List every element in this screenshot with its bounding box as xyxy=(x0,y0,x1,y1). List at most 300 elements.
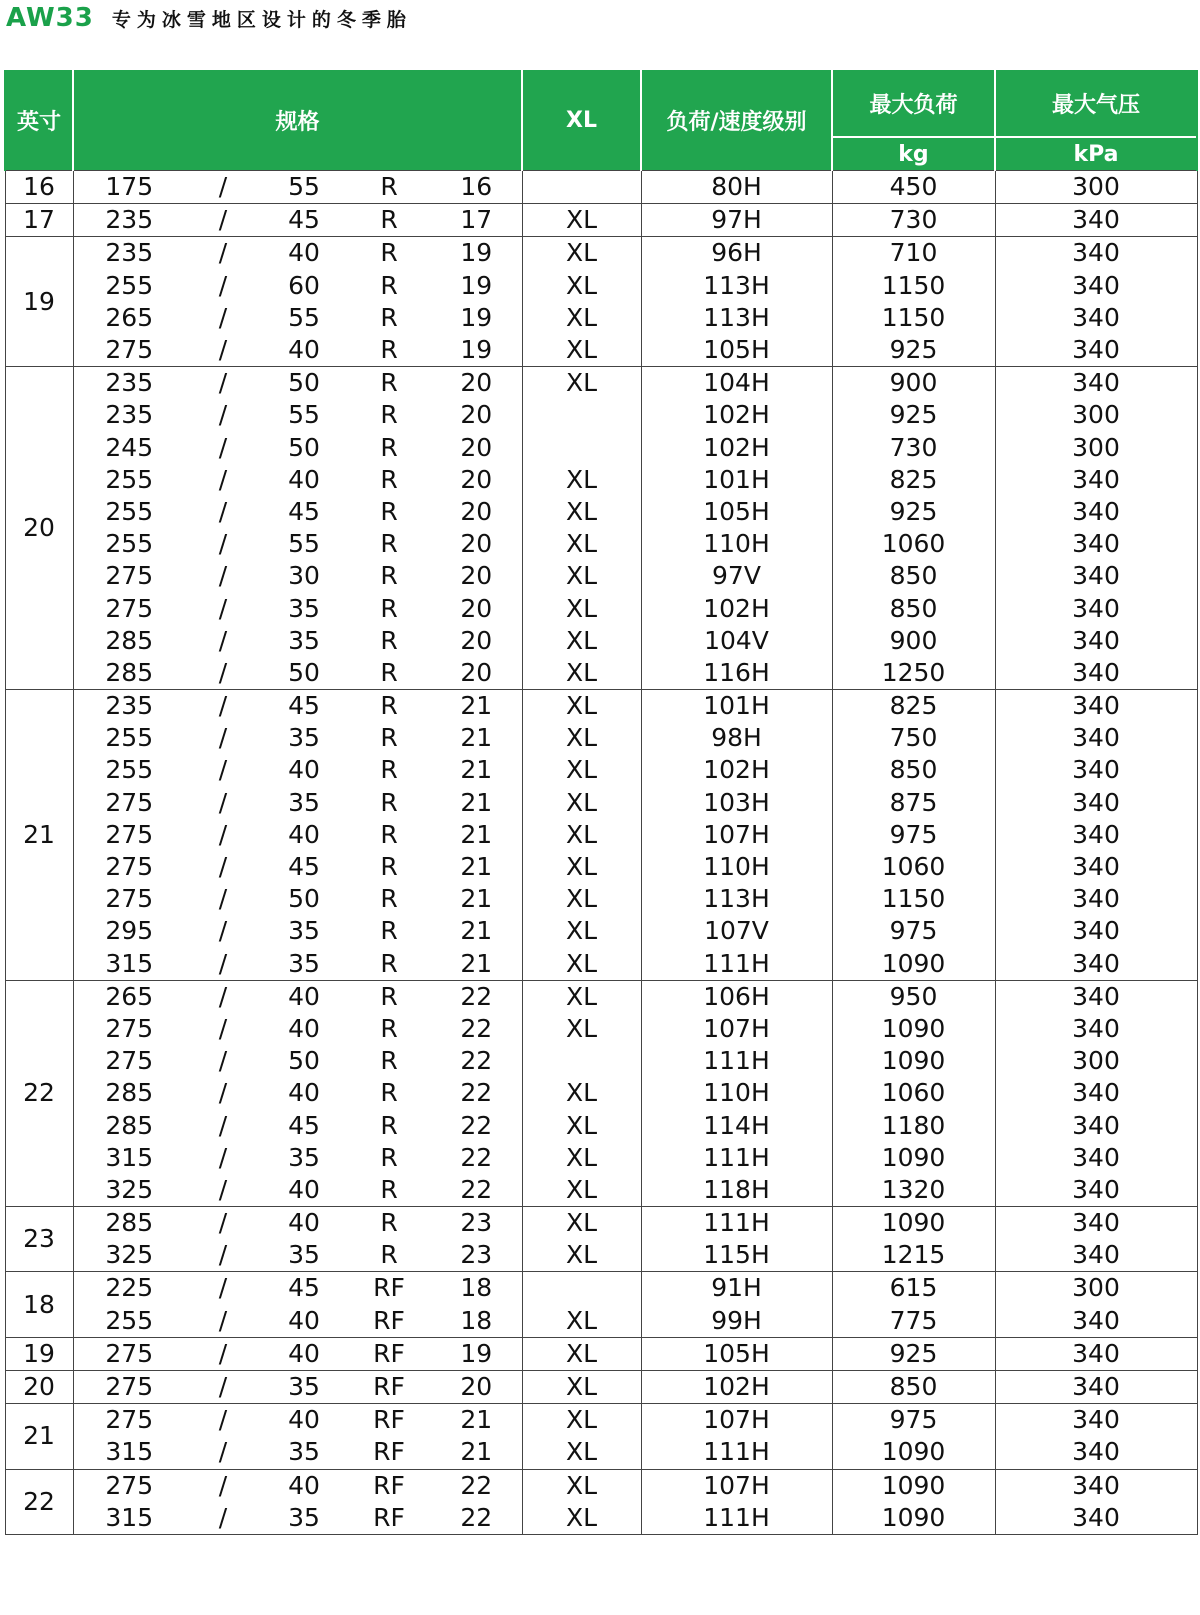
cell-separator: / xyxy=(218,1046,228,1076)
cell-load-speed: 110H xyxy=(641,528,832,560)
cell-max-pressure: 340 xyxy=(995,883,1197,915)
cell-aspect-ratio: 45 xyxy=(261,1272,347,1305)
cell-xl xyxy=(522,1045,641,1077)
cell-width: 275 xyxy=(73,1469,185,1502)
cell-max-pressure: 340 xyxy=(995,948,1197,981)
cell-rim-diameter: 21 xyxy=(431,1436,522,1469)
cell-separator: / xyxy=(218,496,228,526)
cell-width: 275 xyxy=(73,592,185,624)
cell-max-load: 1090 xyxy=(832,1045,995,1077)
cell-rim-diameter: 16 xyxy=(431,171,522,204)
cell-width: 255 xyxy=(73,1305,185,1338)
table-row xyxy=(5,1337,1197,1370)
cell-rim-diameter: 21 xyxy=(431,787,522,819)
cell-max-pressure: 340 xyxy=(995,690,1197,723)
cell-max-pressure: 340 xyxy=(995,980,1197,1013)
cell-max-pressure: 340 xyxy=(995,1142,1197,1174)
cell-max-load: 775 xyxy=(832,1305,995,1338)
cell-separator: / xyxy=(218,529,228,559)
cell-xl: XL xyxy=(522,464,641,496)
cell-xl: XL xyxy=(522,1013,641,1045)
cell-construction: R xyxy=(380,270,398,300)
cell-load-speed: 105H xyxy=(641,1337,832,1370)
table-row xyxy=(5,1239,1197,1272)
cell-rim-size: 20 xyxy=(5,1370,73,1403)
cell-load-speed: 102H xyxy=(641,432,832,464)
cell-aspect-ratio: 40 xyxy=(288,1013,320,1043)
cell-construction: R xyxy=(380,464,398,494)
cell-xl: XL xyxy=(522,883,641,915)
cell-max-pressure: 340 xyxy=(995,1174,1197,1207)
cell-separator: / xyxy=(218,1013,228,1043)
cell-rim-diameter: 22 xyxy=(431,1142,522,1174)
cell-xl: XL xyxy=(522,1469,641,1502)
cell-aspect-ratio: 50 xyxy=(288,884,320,914)
table-row xyxy=(5,1305,1197,1338)
cell-aspect-ratio: 40 xyxy=(261,980,347,1013)
cell-separator: / xyxy=(218,593,228,623)
cell-max-load: 925 xyxy=(832,1337,995,1370)
table-row xyxy=(5,1045,1197,1077)
cell-aspect-ratio: 55 xyxy=(288,400,320,430)
cell-max-load: 1090 xyxy=(832,948,995,981)
cell-load-speed: 110H xyxy=(641,851,832,883)
cell-separator: / xyxy=(218,787,228,817)
cell-separator: / xyxy=(185,1337,261,1370)
table-body xyxy=(5,171,1197,1535)
table-row xyxy=(5,722,1197,754)
cell-aspect-ratio: 35 xyxy=(288,625,320,655)
cell-xl: XL xyxy=(522,1207,641,1240)
cell-aspect-ratio: 40 xyxy=(261,1404,347,1437)
table-row xyxy=(5,204,1197,237)
cell-width: 255 xyxy=(73,754,185,786)
header-max-pressure: 最大气压 xyxy=(995,70,1197,137)
table-row xyxy=(5,819,1197,851)
cell-xl: XL xyxy=(522,528,641,560)
cell-load-speed: 91H xyxy=(641,1272,832,1305)
table-row xyxy=(5,367,1197,400)
cell-aspect-ratio: 55 xyxy=(261,171,347,204)
cell-max-pressure: 340 xyxy=(995,1109,1197,1141)
cell-construction: R xyxy=(380,400,398,430)
cell-max-load: 1060 xyxy=(832,1077,995,1109)
cell-construction: R xyxy=(380,529,398,559)
cell-rim-diameter: 22 xyxy=(431,1109,522,1141)
cell-width: 325 xyxy=(73,1174,185,1207)
cell-xl: XL xyxy=(522,722,641,754)
cell-separator: / xyxy=(218,400,228,430)
cell-load-speed: 111H xyxy=(641,1207,832,1240)
cell-width: 265 xyxy=(73,980,185,1013)
cell-separator: / xyxy=(218,432,228,462)
cell-width: 285 xyxy=(73,1077,185,1109)
cell-width: 235 xyxy=(73,690,185,723)
table-row xyxy=(5,754,1197,786)
header-size: 规格 xyxy=(73,70,522,171)
cell-separator: / xyxy=(185,1272,261,1305)
cell-separator: / xyxy=(218,852,228,882)
cell-rim-diameter: 21 xyxy=(431,754,522,786)
cell-aspect-ratio: 50 xyxy=(288,432,320,462)
cell-xl xyxy=(522,399,641,431)
cell-aspect-ratio: 45 xyxy=(288,496,320,526)
cell-construction: R xyxy=(380,1078,398,1108)
cell-width: 275 xyxy=(73,1337,185,1370)
cell-construction: R xyxy=(380,593,398,623)
cell-max-load: 710 xyxy=(832,237,995,270)
cell-width: 235 xyxy=(73,237,185,270)
cell-width: 275 xyxy=(73,1013,185,1045)
cell-rim-diameter: 23 xyxy=(431,1239,522,1272)
cell-max-load: 925 xyxy=(832,399,995,431)
table-row xyxy=(5,496,1197,528)
cell-rim-diameter: 20 xyxy=(431,496,522,528)
cell-max-load: 730 xyxy=(832,432,995,464)
cell-construction: R xyxy=(380,948,398,978)
cell-max-pressure: 340 xyxy=(995,1207,1197,1240)
cell-max-load: 950 xyxy=(832,980,995,1013)
cell-rim-diameter: 17 xyxy=(431,204,522,237)
tire-spec-table xyxy=(4,70,1198,1535)
cell-load-speed: 98H xyxy=(641,722,832,754)
cell-load-speed: 105H xyxy=(641,496,832,528)
cell-aspect-ratio: 40 xyxy=(261,1337,347,1370)
cell-construction: R xyxy=(347,171,431,204)
table-row xyxy=(5,1502,1197,1535)
cell-construction: R xyxy=(380,657,398,687)
cell-max-pressure: 340 xyxy=(995,1337,1197,1370)
cell-separator: / xyxy=(185,1207,261,1240)
cell-construction: R xyxy=(380,561,398,591)
cell-xl: XL xyxy=(522,625,641,657)
cell-separator: / xyxy=(185,1502,261,1535)
table-row xyxy=(5,851,1197,883)
cell-max-load: 975 xyxy=(832,915,995,947)
cell-aspect-ratio: 30 xyxy=(288,561,320,591)
cell-construction: R xyxy=(380,1013,398,1043)
header-max-pressure-unit: kPa xyxy=(995,137,1197,171)
table-row xyxy=(5,270,1197,302)
cell-max-pressure: 340 xyxy=(995,1370,1197,1403)
cell-max-pressure: 340 xyxy=(995,1404,1197,1437)
cell-aspect-ratio: 40 xyxy=(288,755,320,785)
cell-rim-diameter: 21 xyxy=(431,948,522,981)
cell-rim-diameter: 19 xyxy=(431,237,522,270)
cell-max-pressure: 340 xyxy=(995,302,1197,334)
cell-separator: / xyxy=(218,302,228,332)
cell-rim-diameter: 22 xyxy=(431,1013,522,1045)
cell-max-pressure: 340 xyxy=(995,367,1197,400)
cell-rim-diameter: 19 xyxy=(431,1337,522,1370)
cell-width: 275 xyxy=(73,819,185,851)
cell-max-load: 975 xyxy=(832,1404,995,1437)
cell-load-speed: 107H xyxy=(641,1469,832,1502)
cell-max-pressure: 340 xyxy=(995,237,1197,270)
cell-max-pressure: 340 xyxy=(995,657,1197,690)
cell-max-load: 850 xyxy=(832,1370,995,1403)
table-row xyxy=(5,464,1197,496)
cell-load-speed: 101H xyxy=(641,690,832,723)
cell-xl: XL xyxy=(522,1174,641,1207)
cell-max-load: 1150 xyxy=(832,270,995,302)
table-row xyxy=(5,1272,1197,1305)
cell-separator: / xyxy=(185,204,261,237)
cell-separator: / xyxy=(218,335,228,365)
cell-max-pressure: 300 xyxy=(995,1045,1197,1077)
cell-aspect-ratio: 40 xyxy=(261,237,347,270)
cell-aspect-ratio: 35 xyxy=(288,1240,320,1270)
cell-rim-size: 21 xyxy=(5,690,73,981)
cell-aspect-ratio: 35 xyxy=(261,1370,347,1403)
model-name: AW33 xyxy=(6,3,94,33)
cell-construction: R xyxy=(347,204,431,237)
table-row xyxy=(5,432,1197,464)
cell-rim-diameter: 18 xyxy=(431,1272,522,1305)
cell-load-speed: 103H xyxy=(641,787,832,819)
cell-rim-diameter: 22 xyxy=(431,1174,522,1207)
cell-separator: / xyxy=(218,1240,228,1270)
cell-width: 275 xyxy=(73,1404,185,1437)
cell-max-pressure: 300 xyxy=(995,399,1197,431)
cell-rim-diameter: 21 xyxy=(431,851,522,883)
document-header xyxy=(6,0,412,36)
cell-max-load: 975 xyxy=(832,819,995,851)
cell-xl: XL xyxy=(522,1404,641,1437)
cell-width: 275 xyxy=(73,560,185,592)
table-row xyxy=(5,883,1197,915)
cell-max-pressure: 340 xyxy=(995,754,1197,786)
table-row xyxy=(5,592,1197,624)
table-row xyxy=(5,1174,1197,1207)
cell-load-speed: 97H xyxy=(641,204,832,237)
header-xl: XL xyxy=(522,70,641,171)
cell-max-pressure: 340 xyxy=(995,625,1197,657)
cell-xl: XL xyxy=(522,915,641,947)
cell-xl: XL xyxy=(522,851,641,883)
header-rim: 英寸 xyxy=(5,70,73,171)
cell-construction: R xyxy=(380,1174,398,1204)
cell-width: 245 xyxy=(73,432,185,464)
cell-load-speed: 102H xyxy=(641,592,832,624)
cell-max-load: 1320 xyxy=(832,1174,995,1207)
cell-construction: RF xyxy=(347,1404,431,1437)
cell-max-pressure: 340 xyxy=(995,1239,1197,1272)
cell-xl: XL xyxy=(522,980,641,1013)
cell-rim-diameter: 19 xyxy=(431,302,522,334)
cell-xl: XL xyxy=(522,1502,641,1535)
cell-xl: XL xyxy=(522,1337,641,1370)
cell-load-speed: 107H xyxy=(641,1404,832,1437)
cell-xl: XL xyxy=(522,1239,641,1272)
cell-rim-size: 21 xyxy=(5,1404,73,1469)
cell-max-load: 925 xyxy=(832,496,995,528)
table-row xyxy=(5,1469,1197,1502)
cell-separator: / xyxy=(218,625,228,655)
table-row xyxy=(5,787,1197,819)
table-row xyxy=(5,302,1197,334)
cell-max-pressure: 300 xyxy=(995,171,1197,204)
cell-width: 265 xyxy=(73,302,185,334)
cell-aspect-ratio: 35 xyxy=(288,948,320,978)
cell-construction: RF xyxy=(347,1469,431,1502)
cell-width: 255 xyxy=(73,464,185,496)
cell-width: 235 xyxy=(73,204,185,237)
cell-load-speed: 99H xyxy=(641,1305,832,1338)
cell-max-load: 925 xyxy=(832,334,995,367)
cell-max-load: 1215 xyxy=(832,1239,995,1272)
cell-construction: RF xyxy=(347,1272,431,1305)
cell-max-load: 450 xyxy=(832,171,995,204)
header-max-load: 最大负荷 xyxy=(832,70,995,137)
cell-aspect-ratio: 40 xyxy=(288,1078,320,1108)
cell-aspect-ratio: 45 xyxy=(261,204,347,237)
cell-xl: XL xyxy=(522,237,641,270)
cell-construction: R xyxy=(380,819,398,849)
cell-load-speed: 111H xyxy=(641,948,832,981)
cell-max-pressure: 340 xyxy=(995,528,1197,560)
cell-separator: / xyxy=(218,755,228,785)
cell-separator: / xyxy=(185,980,261,1013)
cell-construction: R xyxy=(380,787,398,817)
cell-width: 275 xyxy=(73,334,185,367)
cell-separator: / xyxy=(218,1305,228,1335)
cell-rim-diameter: 22 xyxy=(431,1469,522,1502)
cell-width: 285 xyxy=(73,1207,185,1240)
cell-xl: XL xyxy=(522,1142,641,1174)
cell-construction: R xyxy=(380,852,398,882)
table-row xyxy=(5,690,1197,723)
cell-max-load: 850 xyxy=(832,592,995,624)
cell-construction: R xyxy=(380,723,398,753)
cell-max-pressure: 340 xyxy=(995,204,1197,237)
cell-aspect-ratio: 35 xyxy=(288,723,320,753)
cell-xl: XL xyxy=(522,819,641,851)
cell-width: 285 xyxy=(73,625,185,657)
cell-load-speed: 102H xyxy=(641,399,832,431)
cell-rim-size: 20 xyxy=(5,367,73,690)
cell-xl xyxy=(522,171,641,204)
cell-max-pressure: 340 xyxy=(995,1013,1197,1045)
cell-load-speed: 111H xyxy=(641,1502,832,1535)
cell-aspect-ratio: 60 xyxy=(288,270,320,300)
cell-separator: / xyxy=(185,690,261,723)
cell-rim-size: 22 xyxy=(5,980,73,1206)
cell-rim-diameter: 21 xyxy=(431,915,522,947)
cell-rim-size: 16 xyxy=(5,171,73,204)
cell-max-load: 1090 xyxy=(832,1436,995,1469)
cell-width: 255 xyxy=(73,496,185,528)
cell-aspect-ratio: 40 xyxy=(261,1469,347,1502)
cell-xl: XL xyxy=(522,948,641,981)
cell-construction: RF xyxy=(347,1502,431,1535)
cell-load-speed: 111H xyxy=(641,1045,832,1077)
cell-rim-size: 19 xyxy=(5,237,73,367)
cell-rim-diameter: 21 xyxy=(431,883,522,915)
cell-rim-size: 22 xyxy=(5,1469,73,1534)
table-row xyxy=(5,399,1197,431)
cell-rim-diameter: 23 xyxy=(431,1207,522,1240)
cell-width: 175 xyxy=(73,171,185,204)
cell-width: 295 xyxy=(73,915,185,947)
cell-load-speed: 97V xyxy=(641,560,832,592)
cell-width: 315 xyxy=(73,1502,185,1535)
cell-separator: / xyxy=(185,1469,261,1502)
cell-aspect-ratio: 55 xyxy=(288,302,320,332)
cell-width: 275 xyxy=(73,787,185,819)
cell-width: 275 xyxy=(73,1370,185,1403)
table-row xyxy=(5,1370,1197,1403)
cell-aspect-ratio: 40 xyxy=(288,464,320,494)
table-row xyxy=(5,1404,1197,1437)
header-load-speed: 负荷/速度级别 xyxy=(641,70,832,171)
cell-separator: / xyxy=(218,464,228,494)
cell-rim-diameter: 20 xyxy=(431,625,522,657)
cell-max-load: 750 xyxy=(832,722,995,754)
cell-xl: XL xyxy=(522,204,641,237)
cell-width: 255 xyxy=(73,528,185,560)
cell-width: 315 xyxy=(73,948,185,981)
cell-construction: RF xyxy=(347,1370,431,1403)
cell-construction: R xyxy=(380,432,398,462)
cell-xl: XL xyxy=(522,496,641,528)
cell-rim-size: 17 xyxy=(5,204,73,237)
cell-max-pressure: 340 xyxy=(995,1469,1197,1502)
cell-width: 225 xyxy=(73,1272,185,1305)
table-row xyxy=(5,1077,1197,1109)
cell-max-pressure: 300 xyxy=(995,432,1197,464)
cell-load-speed: 114H xyxy=(641,1109,832,1141)
cell-construction: RF xyxy=(373,1437,405,1467)
cell-separator: / xyxy=(218,916,228,946)
table-row xyxy=(5,560,1197,592)
cell-max-load: 900 xyxy=(832,367,995,400)
cell-max-load: 1060 xyxy=(832,851,995,883)
cell-xl: XL xyxy=(522,367,641,400)
cell-max-load: 1090 xyxy=(832,1469,995,1502)
cell-xl: XL xyxy=(522,690,641,723)
cell-max-pressure: 340 xyxy=(995,270,1197,302)
cell-max-load: 1060 xyxy=(832,528,995,560)
cell-separator: / xyxy=(185,367,261,400)
cell-width: 235 xyxy=(73,367,185,400)
table-row xyxy=(5,1142,1197,1174)
cell-max-load: 825 xyxy=(832,690,995,723)
cell-max-pressure: 340 xyxy=(995,592,1197,624)
cell-xl: XL xyxy=(522,787,641,819)
cell-load-speed: 118H xyxy=(641,1174,832,1207)
cell-rim-diameter: 20 xyxy=(431,528,522,560)
table-row xyxy=(5,625,1197,657)
cell-max-pressure: 340 xyxy=(995,722,1197,754)
cell-aspect-ratio: 35 xyxy=(261,1502,347,1535)
cell-separator: / xyxy=(185,1370,261,1403)
cell-max-pressure: 340 xyxy=(995,915,1197,947)
cell-max-load: 850 xyxy=(832,754,995,786)
cell-aspect-ratio: 40 xyxy=(288,335,320,365)
cell-rim-diameter: 20 xyxy=(431,1370,522,1403)
cell-xl: XL xyxy=(522,754,641,786)
cell-construction: R xyxy=(347,237,431,270)
cell-load-speed: 113H xyxy=(641,883,832,915)
cell-xl: XL xyxy=(522,1436,641,1469)
cell-rim-diameter: 22 xyxy=(431,1045,522,1077)
cell-rim-diameter: 20 xyxy=(431,560,522,592)
cell-rim-diameter: 20 xyxy=(431,399,522,431)
cell-xl xyxy=(522,432,641,464)
cell-load-speed: 107H xyxy=(641,1013,832,1045)
table-row xyxy=(5,334,1197,367)
